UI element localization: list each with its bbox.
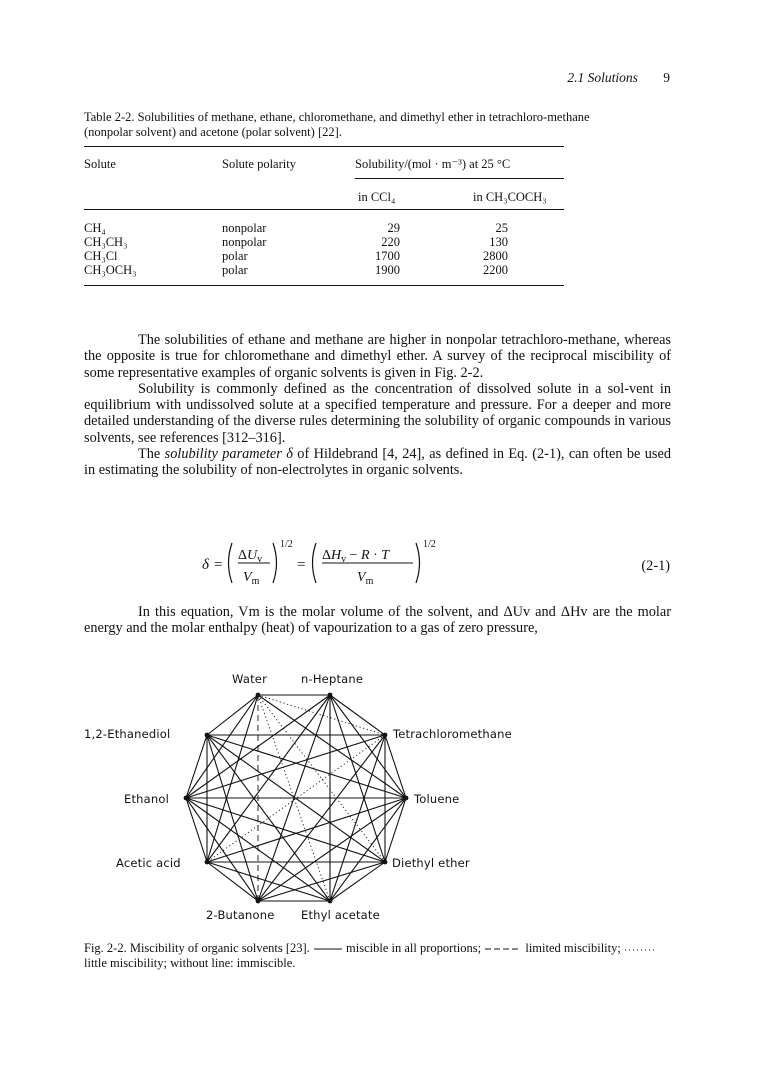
miscibility-edge-solid [186, 798, 207, 862]
svg-text:ΔUv: $\Delta U_v$ [238, 548, 263, 565]
solvent-node [328, 693, 333, 698]
miscibility-edge-solid [186, 735, 207, 798]
node-label-2-butanone: 2-Butanone [206, 908, 275, 922]
col-header-solubility: Solubility/(mol · m⁻³) at 25 °C [355, 157, 511, 171]
miscibility-edge-solid [186, 735, 385, 798]
miscibility-edge-solid [330, 695, 385, 735]
solvent-node [383, 860, 388, 865]
cell-ccl4: 1900 [375, 263, 400, 277]
svg-text:Vm: $V_m$ [243, 570, 260, 587]
node-label-water: Water [232, 672, 267, 686]
svg-text:=: = [297, 557, 306, 573]
cell-ccl4: 220 [381, 235, 400, 249]
svg-text:δ: δ [202, 557, 209, 573]
col-header-solute: Solute [84, 157, 116, 171]
cell-polarity: polar [222, 249, 248, 263]
body-text [84, 332, 671, 479]
miscibility-edges [186, 695, 406, 901]
node-label-diethyl-ether: Diethyl ether [392, 856, 470, 870]
solvent-node [205, 860, 210, 865]
node-label-n-heptane: n-Heptane [301, 672, 364, 686]
miscibility-edge-solid [207, 862, 258, 901]
solvent-node [404, 796, 409, 801]
miscibility-edge-solid [330, 695, 406, 798]
svg-text:=: = [214, 557, 223, 573]
table-header-rule [84, 209, 564, 210]
solid-line-legend-icon [313, 946, 343, 952]
caption-title: Fig. 2-2. Miscibility of organic solvents [23]. [84, 941, 310, 955]
page-number: 9 [663, 70, 670, 85]
miscibility-edge-solid [207, 695, 258, 735]
cell-acetone: 25 [495, 221, 508, 235]
caption-solid: miscible in all proportions; [346, 941, 482, 955]
miscibility-edge-solid [330, 862, 385, 901]
solvent-node [256, 693, 261, 698]
svg-text:ΔHv − R · T: $\Delta H_v - R \cdot T$ [322, 548, 390, 565]
miscibility-edge-solid [207, 862, 330, 901]
p3-text-a: The [138, 446, 165, 463]
cell-acetone: 2800 [483, 249, 508, 263]
miscibility-edge-solid [385, 798, 406, 862]
solvent-node [256, 899, 261, 904]
col-subheader-acetone: in CH₃COCH₃ [473, 190, 547, 204]
svg-text:Vm: $V_m$ [357, 570, 374, 587]
solvent-node [184, 796, 189, 801]
miscibility-edge-solid [207, 798, 406, 862]
dotted-line-legend-icon [624, 946, 658, 952]
caption-dashed: limited miscibility; [525, 941, 621, 955]
cell-acetone: 2200 [483, 263, 508, 277]
node-label-toluene: Toluene [414, 792, 460, 806]
caption-dotted: little miscibility; without line: immiscible. [84, 956, 296, 970]
col-subheader-ccl4: in CCl₄ [358, 190, 396, 204]
paragraph-2: Solubility is commonly defined as the concentration of dissolved solute in a sol-vent in equilibrium with undissolved solute at a specified temperature and pressure. For a deeper and more detailed understanding of the diverse rules determining the solubility of organic compounds in various solvents, see references [312–316]. [84, 380, 671, 446]
table-bottom-rule [84, 285, 564, 286]
equation-number: (2-1) [641, 558, 670, 574]
miscibility-edge-solid [207, 695, 258, 862]
cell-polarity: nonpolar [222, 235, 267, 249]
miscibility-edge-solid [186, 798, 385, 862]
table-top-rule [84, 146, 564, 147]
miscibility-edge-solid [385, 735, 406, 798]
col-header-polarity: Solute polarity [222, 157, 296, 171]
node-label-tetrachloromethane: Tetrachloromethane [393, 727, 512, 741]
section-title: 2.1 Solutions [567, 70, 638, 85]
figure-caption [84, 941, 671, 971]
svg-text:1/2: 1/2 [280, 539, 293, 550]
node-label-ethanol: Ethanol [124, 792, 170, 806]
miscibility-edge-solid [207, 735, 406, 798]
running-head [567, 70, 670, 86]
svg-text:1/2: 1/2 [423, 539, 436, 550]
cell-polarity: nonpolar [222, 221, 267, 235]
p3-term: solubility parameter δ [164, 446, 293, 463]
solvent-node [328, 899, 333, 904]
node-label-ethyl-acetate: Ethyl acetate [301, 908, 380, 922]
paragraph-1: The solubilities of ethane and methane are higher in nonpolar tetrachloro-methane, whereas the opposite is true for chloromethane and dimethyl ether. A survey of the reciprocal miscibility of some representative examples of organic solvents is given in Fig. 2-2. [84, 332, 671, 381]
dashed-line-legend-icon [484, 946, 522, 952]
cell-acetone: 130 [489, 235, 508, 249]
paragraph-4: In this equation, Vm is the molar volume of the solvent, and ΔUv and ΔHv are the molar energy and the molar enthalpy (heat) of vapourization to a gas of zero pressure, [84, 604, 671, 637]
miscibility-edge-solid [258, 695, 406, 798]
node-label-acetic-acid: Acetic acid [116, 856, 181, 870]
table-sub-rule [355, 178, 564, 179]
cell-polarity: polar [222, 263, 248, 277]
cell-ccl4: 1700 [375, 249, 400, 263]
table-caption: Table 2-2. Solubilities of methane, ethane, chloromethane, and dimethyl ether in tetrachloro-methane (nonpolar solvent) and acetone (polar solvent) [22]. [84, 110, 590, 139]
paragraph-3 [84, 446, 671, 479]
body-text-continued [84, 604, 671, 637]
cell-ccl4: 29 [387, 221, 400, 235]
p3-text-b: of Hildebrand [4, 24], as defined in Eq. (2-1), can often be used in estimating the solubility of non-electrolytes in organic solvents. [84, 446, 671, 479]
cell-solute: CH₃OCH₃ [84, 263, 137, 277]
cell-solute: CH₄ [84, 221, 106, 235]
solvent-node [383, 733, 388, 738]
cell-solute: CH₃Cl [84, 249, 118, 263]
node-label-1-2-ethanediol: 1,2-Ethanediol [84, 727, 171, 741]
miscibility-diagram [84, 665, 671, 930]
solvent-node [205, 733, 210, 738]
cell-solute: CH₃CH₃ [84, 235, 128, 249]
